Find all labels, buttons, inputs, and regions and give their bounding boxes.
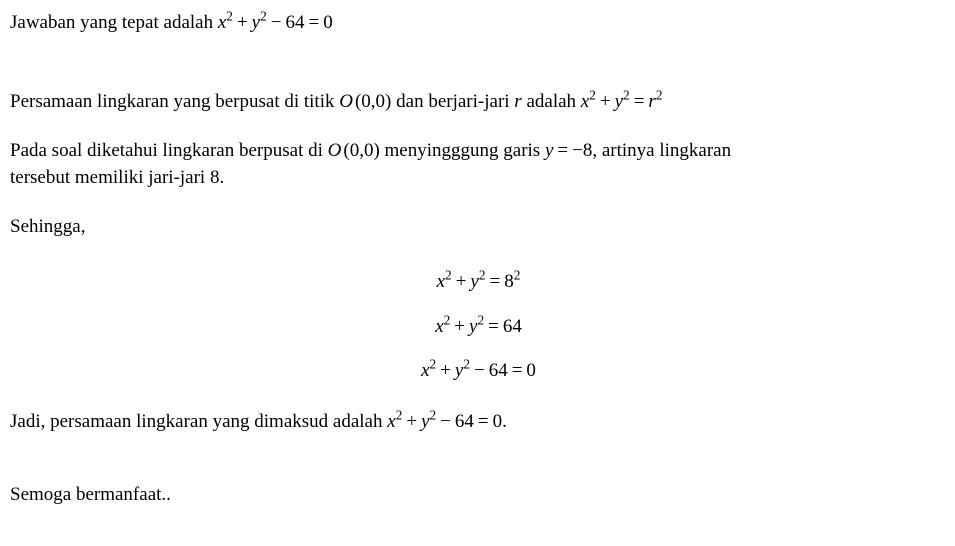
spacer-1: [10, 37, 947, 89]
spacer-4: [10, 436, 947, 482]
general-equation-statement: [10, 89, 947, 116]
problem-part3: , artinya lingkaran: [592, 139, 732, 161]
center-point-2: O (0,0): [327, 139, 380, 161]
closing-note: Semoga bermanfaat..: [10, 484, 171, 506]
general-circle-equation: $x^2 + y^2 = r^2$: [580, 87, 663, 112]
therefore-label: Sehingga,: [10, 215, 86, 237]
equation-1: $x^2 + y^2 = 8^2$: [436, 267, 521, 292]
general-equation-suffix: adalah: [521, 90, 581, 112]
problem-part4: tersebut memiliki jari-jari 8.: [10, 166, 225, 188]
general-equation-prefix: Persamaan lingkaran yang berpusat di titik: [10, 90, 340, 112]
conclusion-suffix: .: [502, 411, 507, 433]
conclusion-prefix: Jadi, persamaan lingkaran yang dimaksud adalah: [10, 411, 388, 433]
tangent-line-equation: y = −8: [544, 139, 593, 161]
general-equation-middle: dan berjari-jari: [391, 90, 515, 112]
center-point-1: O (0,0): [339, 90, 392, 112]
spacer-3: [10, 192, 947, 214]
conclusion-equation: $x^2 + y^2 - 64 = 0$: [387, 407, 503, 433]
equation-line-2: [10, 312, 947, 339]
answer-statement-text: Jawaban yang tepat adalah: [10, 12, 218, 33]
problem-description: [10, 138, 947, 192]
problem-part1: Pada soal diketahui lingkaran berpusat di: [10, 139, 328, 161]
equation-line-3: [10, 357, 947, 383]
equation-3: $x^2 + y^2 - 64 = 0$: [421, 357, 536, 382]
equation-line-1: [10, 267, 947, 294]
problem-part2: menyingggung garis: [379, 139, 545, 161]
answer-equation: $x^2 + y^2 - 64 = 0$: [217, 8, 333, 33]
equation-2: $x^2 + y^2 = 64$: [435, 312, 522, 337]
radius-variable: r: [514, 90, 522, 112]
spacer-2: [10, 116, 947, 138]
answer-statement: [10, 10, 947, 37]
conclusion-statement: [10, 409, 947, 436]
